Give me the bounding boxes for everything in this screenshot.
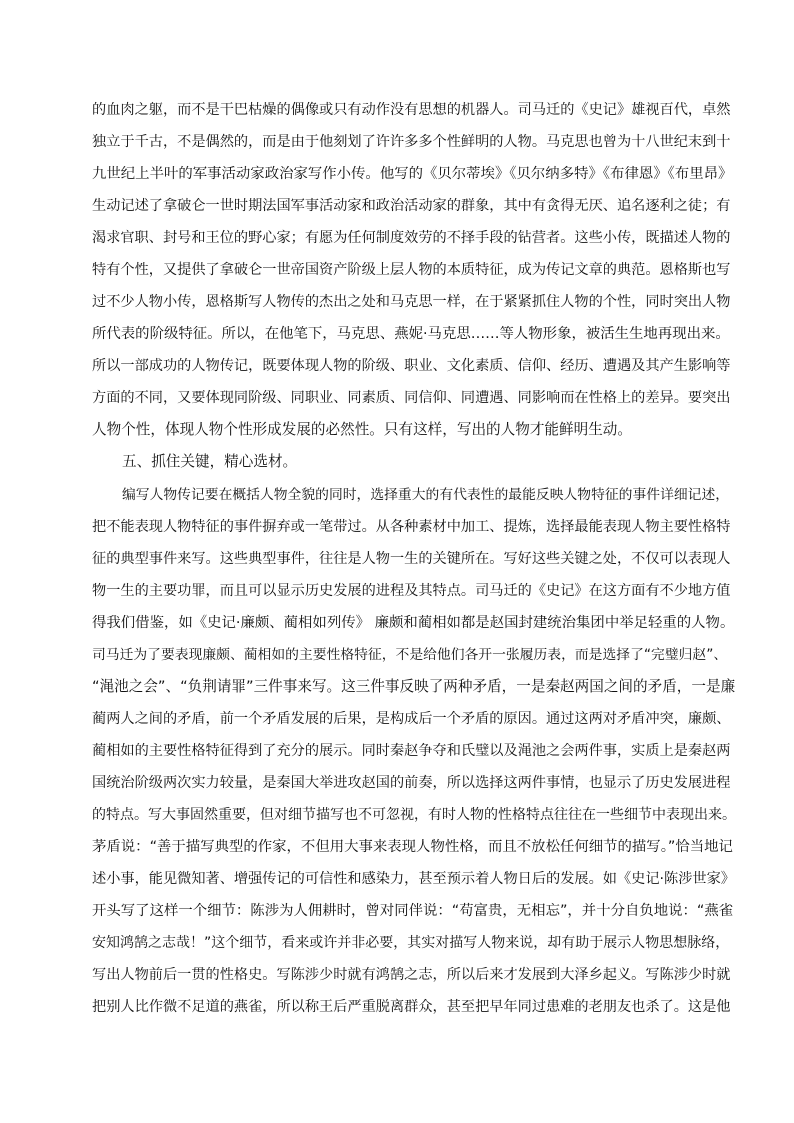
paragraph-line: 茅盾说：“善于描写典型的作家，不但用大事来表现人物性格，而且不放松任何细节的描写。”恰当地记 bbox=[92, 839, 733, 855]
paragraph-line: 把不能表现人物特征的事件摒弃或一笔带过。从各种素材中加工、提炼，选择最能表现人物主要性格特 bbox=[92, 519, 731, 535]
paragraph-line: 写出人物前后一贯的性格史。写陈涉少时就有鸿鹄之志，所以后来才发展到大泽乡起义。写陈涉少时就 bbox=[92, 967, 731, 983]
paragraph-line: 人物个性，体现人物个性形成发展的必然性。只有这样，写出的人物才能鲜明生动。 bbox=[92, 421, 632, 438]
paragraph-line: 安知鸿鹄之志哉！”这个细节，看来或许并非必要，其实对描写人物来说，却有助于展示人物思想脉络， bbox=[92, 935, 730, 951]
paragraph-line: 国统治阶级两次实力较量，是秦国大举进攻赵国的前奏，所以选择这两件事情，也显示了历史发展进程 bbox=[92, 775, 731, 791]
paragraph-line: 司马迁为了要表现廉颇、蔺相如的主要性格特征，不是给他们各开一张履历表，而是选择了“完璧归赵”、 bbox=[92, 647, 728, 663]
paragraph-line: 渴求官职、封号和王位的野心家；有愿为任何制度效劳的不择手段的钻营者。这些小传，既描述人物的 bbox=[92, 230, 731, 246]
paragraph-line: 的特点。写大事固然重要，但对细节描写也不可忽视，有时人物的性格特点往往在一些细节中表现出来。 bbox=[92, 807, 736, 823]
paragraph-line: 过不少人物小传，恩格斯写人物传的杰出之处和马克思一样，在于紧紧抓住人物的个性，同时突出人物 bbox=[92, 294, 731, 310]
paragraph-line: 生动记述了拿破仑一世时期法国军事活动家和政治活动家的群象，其中有贪得无厌、追名逐利之徒；有 bbox=[92, 198, 731, 214]
paragraph-line: 方面的不同，又要体现同阶级、同职业、同素质、同信仰、同遭遇、同影响而在性格上的差异。要突出 bbox=[92, 390, 731, 406]
paragraph-line: 得我们借鉴，如《史记·廉颇、蔺相如列传》 廉颇和蔺相如都是赵国封建统治集团中举足轻重的人物。 bbox=[92, 615, 735, 631]
paragraph-line: 征的典型事件来写。这些典型事件，往往是人物一生的关键所在。写好这些关键之处，不仅可以表现人 bbox=[92, 551, 731, 567]
paragraph-line: 开头写了这样一个细节：陈涉为人佣耕时，曾对同伴说：“苟富贵，无相忘”，并十分自负地说：“燕雀 bbox=[92, 903, 734, 919]
paragraph-line: 独立于千古，不是偶然的，而是由于他刻划了许许多多个性鲜明的人物。马克思也曾为十八世纪末到十 bbox=[92, 134, 731, 150]
paragraph-line: 蔺相如的主要性格特征得到了充分的展示。同时秦赵争夺和氏璧以及渑池之会两件事，实质上是秦赵两 bbox=[92, 743, 731, 759]
paragraph-line: 编写人物传记要在概括人物全貌的同时，选择重大的有代表性的最能反映人物特征的事件详细记述， bbox=[122, 487, 730, 503]
paragraph-line: 所以一部成功的人物传记，既要体现人物的阶级、职业、文化素质、信仰、经历、遭遇及其产生影响等 bbox=[92, 358, 731, 374]
paragraph-line: 物一生的主要功罪，而且可以显示历史发展的进程及其特点。司马迁的《史记》在这方面有不少地方值 bbox=[92, 583, 731, 599]
paragraph-line: 蔺两人之间的矛盾，前一个矛盾发展的后果，是构成后一个矛盾的原因。通过这两对矛盾冲突，廉颇、 bbox=[92, 711, 731, 727]
paragraph-line: 述小事，能见微知著、增强传记的可信性和感染力，甚至预示着人物日后的发展。如《史记·陈涉世家》 bbox=[92, 871, 735, 887]
section-heading: 五、抓住关键，精心选材。 bbox=[122, 453, 298, 470]
paragraph-line: 九世纪上半叶的军事活动家政治家写作小传。他写的《贝尔蒂埃》《贝尔纳多特》《布律恩》《布里昂》 bbox=[92, 166, 733, 182]
paragraph-line: 的血肉之躯，而不是干巴枯燥的偶像或只有动作没有思想的机器人。司马迁的《史记》雄视百代，卓然 bbox=[92, 102, 731, 118]
paragraph-line: 所代表的阶级特征。所以，在他笔下，马克思、燕妮·马克思……等人物形象，被活生生地再现出来。 bbox=[92, 326, 730, 342]
paragraph-line: 把别人比作微不足道的燕雀，所以称王后严重脱离群众，甚至把早年同过患难的老朋友也杀了。这是他 bbox=[92, 999, 731, 1015]
paragraph-line: “渑池之会”、“负荆请罪”三件事来写。这三件事反映了两种矛盾，一是秦赵两国之间的矛盾，一是廉 bbox=[92, 678, 736, 695]
paragraph-line: 特有个性，又提供了拿破仑一世帝国资产阶级上层人物的本质特征，成为传记文章的典范。恩格斯也写 bbox=[92, 262, 731, 278]
